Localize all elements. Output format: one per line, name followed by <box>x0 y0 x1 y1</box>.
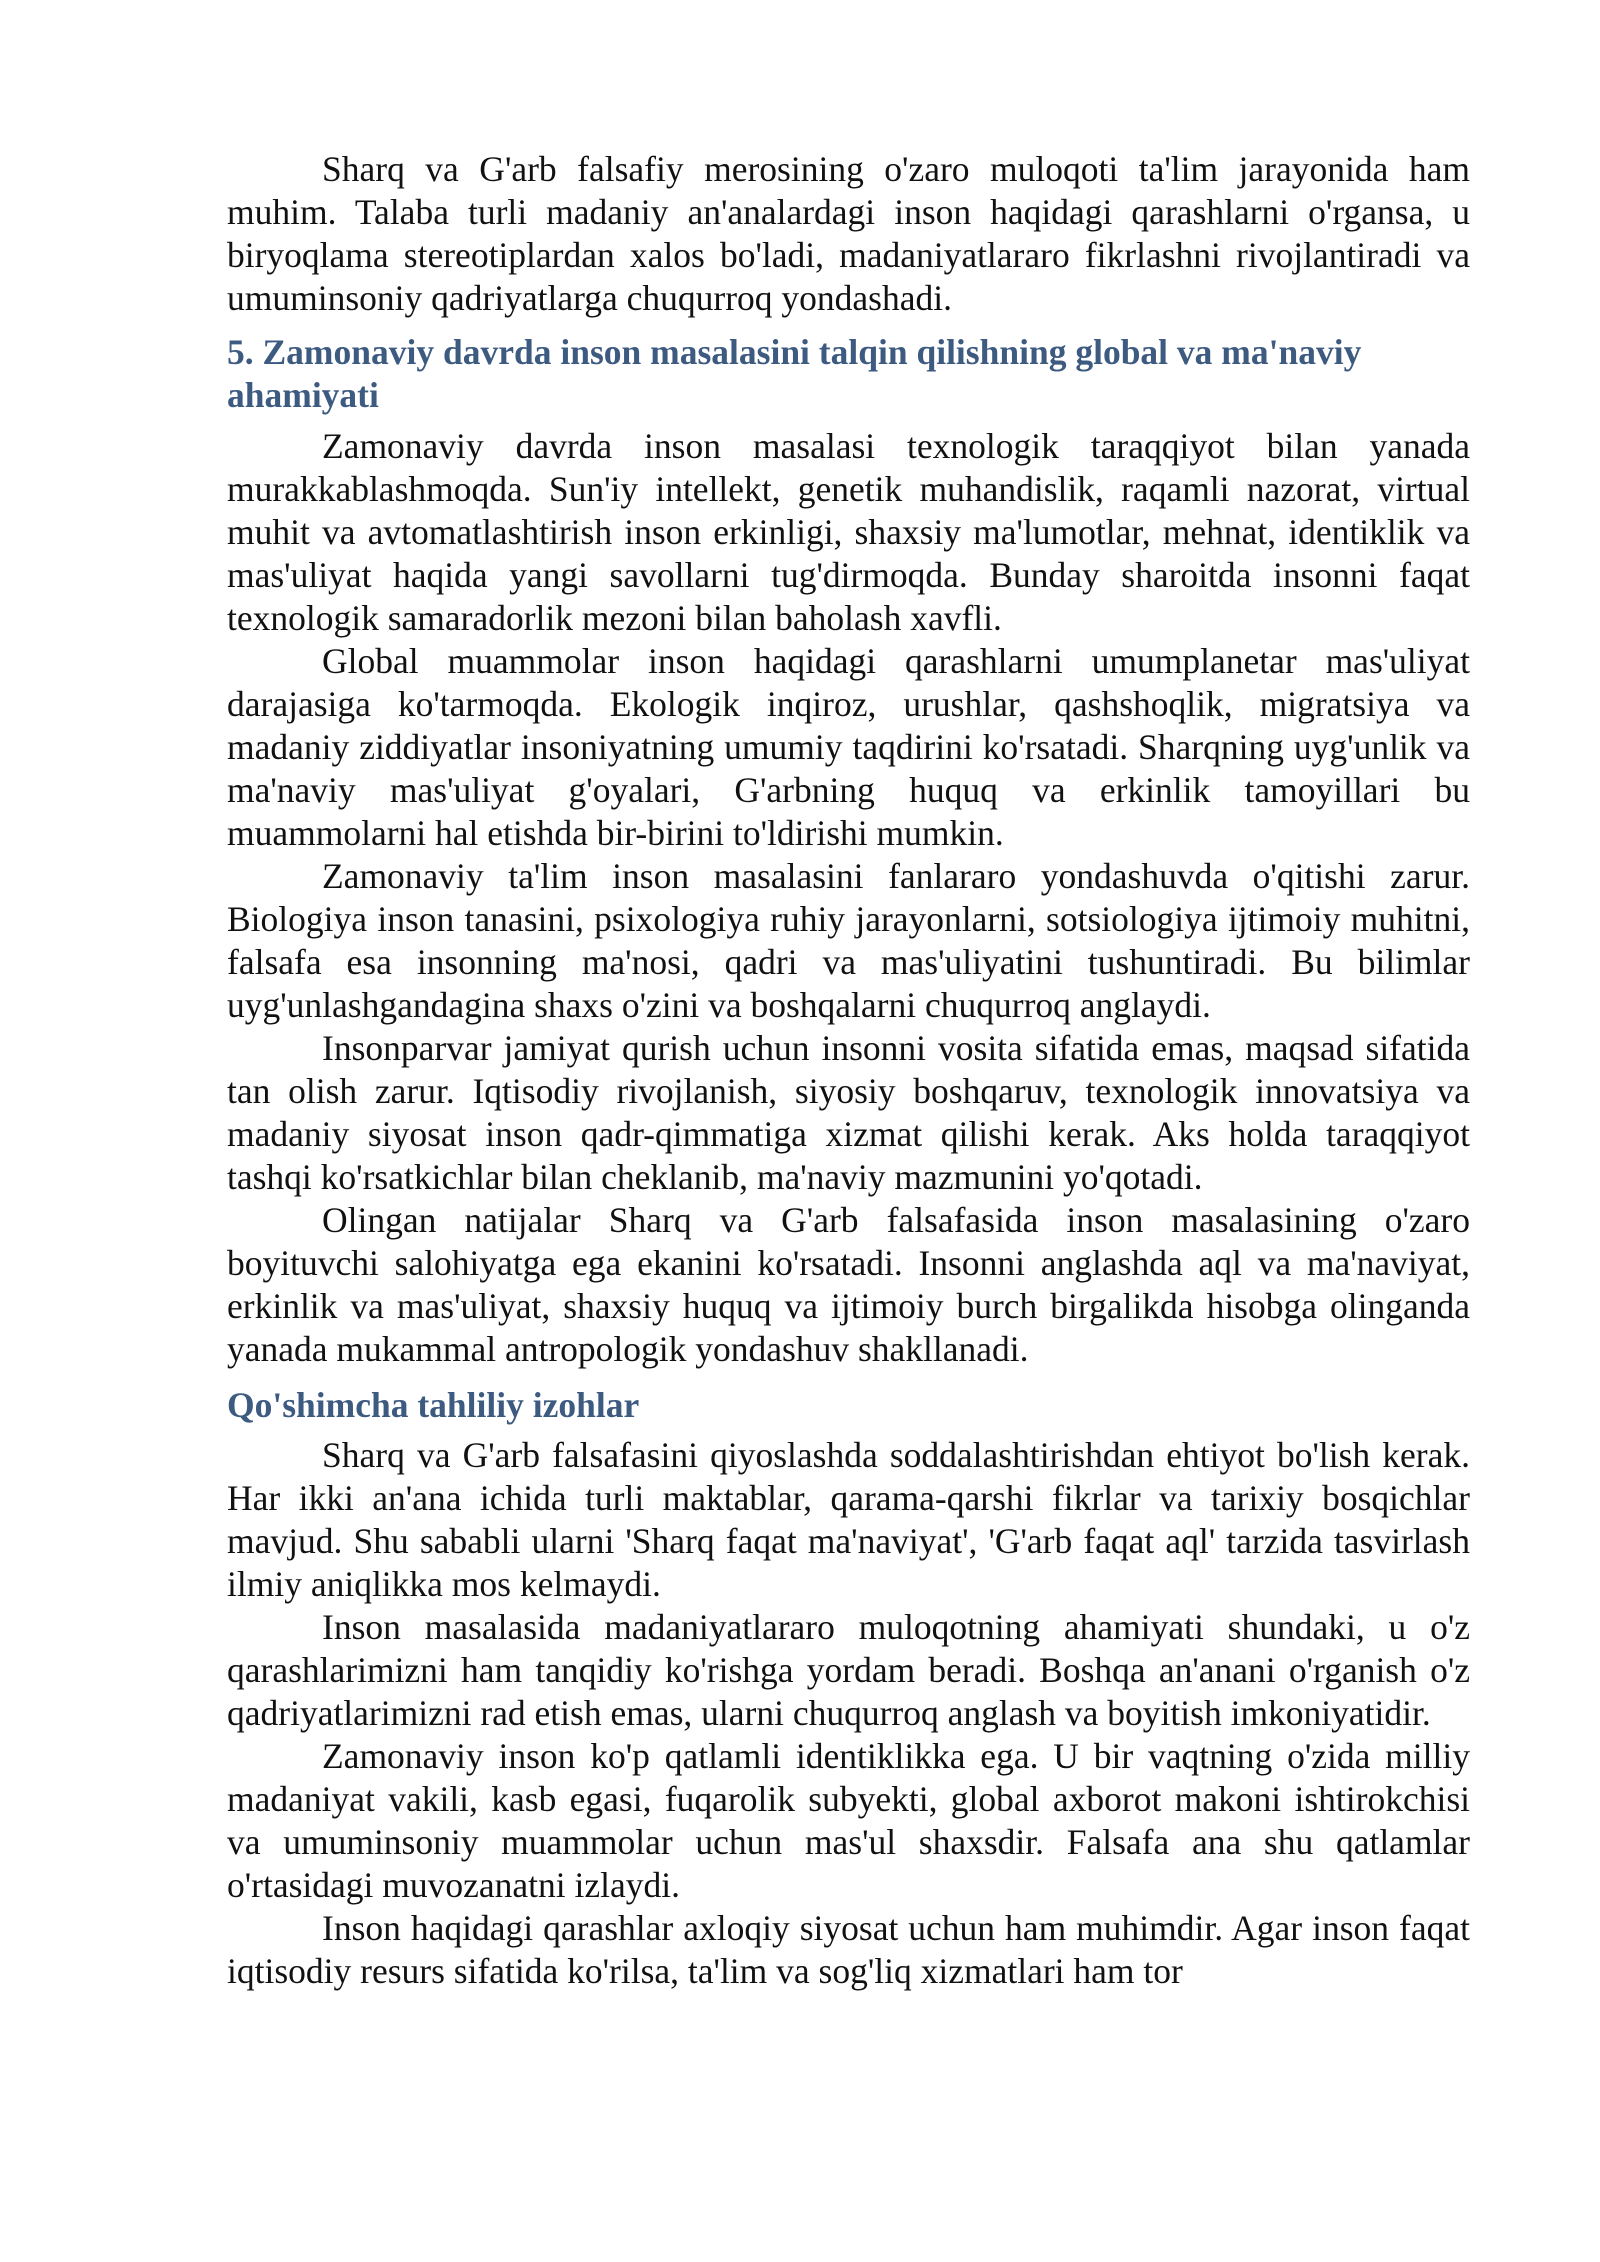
document-page <box>227 148 1470 1993</box>
paragraph-section5-4: Insonparvar jamiyat qurish uchun insonni vosita sifatida emas, maqsad sifatida tan olish zarur. Iqtisodiy rivojlanish, siyosiy boshqaruv, texnologik innovatsiya va madaniy siyosat inson qadr-qimmatiga xizmat qilishi kerak. Aks holda taraqqiyot tashqi ko'rsatkichlar bilan cheklanib, ma'naviy mazmunini yo'qotadi. <box>227 1028 1470 1197</box>
paragraph-notes-4: Inson haqidagi qarashlar axloqiy siyosat uchun ham muhimdir. Agar inson faqat iqtisodiy resurs sifatida ko'rilsa, ta'lim va sog'liq xizmatlari ham tor <box>227 1908 1470 1991</box>
paragraph-notes-3: Zamonaviy inson ko'p qatlamli identiklikka ega. U bir vaqtning o'zida milliy madaniyat vakili, kasb egasi, fuqarolik subyekti, global axborot makoni ishtirokchisi va umuminsoniy muammolar uchun mas'ul shaxsdir. Falsafa ana shu qatlamlar o'rtasidagi muvozanatni izlaydi. <box>227 1736 1470 1905</box>
paragraph-intro: Sharq va G'arb falsafiy merosining o'zaro muloqoti ta'lim jarayonida ham muhim. Talaba turli madaniy an'analardagi inson haqidagi qarashlarni o'rgansa, u biryoqlama stereotiplardan xalos bo'ladi, madaniyatlararo fikrlashni rivojlantiradi va umuminsoniy qadriyatlarga chuqurroq yondashadi. <box>227 149 1470 318</box>
paragraph-notes-2: Inson masalasida madaniyatlararo muloqotning ahamiyati shundaki, u o'z qarashlarimizni ham tanqidiy ko'rishga yordam beradi. Boshqa an'anani o'rganish o'z qadriyatlarimizni rad etish emas, ularni chuqurroq anglash va boyitish imkoniyatidir. <box>227 1607 1470 1733</box>
paragraph-section5-5: Olingan natijalar Sharq va G'arb falsafasida inson masalasining o'zaro boyituvchi salohiyatga ega ekanini ko'rsatadi. Insonni anglashda aql va ma'naviyat, erkinlik va mas'uliyat, shaxsiy huquq va ijtimoiy burch birgalikda hisobga olinganda yanada mukammal antropologik yondashuv shakllanadi. <box>227 1200 1470 1369</box>
section-heading-5: 5. Zamonaviy davrda inson masalasini talqin qilishning global va ma'naviy ahamiyati <box>227 332 1362 415</box>
paragraph-section5-1: Zamonaviy davrda inson masalasi texnologik taraqqiyot bilan yanada murakkablashmoqda. Sun'iy intellekt, genetik muhandislik, raqamli nazorat, virtual muhit va avtomatlashtirish inson erkinligi, shaxsiy ma'lumotlar, mehnat, identiklik va mas'uliyat haqida yangi savollarni tug'dirmoqda. Bunday sharoitda insonni faqat texnologik samaradorlik mezoni bilan baholash xavfli. <box>227 426 1470 638</box>
paragraph-section5-3: Zamonaviy ta'lim inson masalasini fanlararo yondashuvda o'qitishi zarur. Biologiya inson tanasini, psixologiya ruhiy jarayonlarni, sotsiologiya ijtimoiy muhitni, falsafa esa insonning ma'nosi, qadri va mas'uliyatini tushuntiradi. Bu bilimlar uyg'unlashgandagina shaxs o'zini va boshqalarni chuqurroq anglaydi. <box>227 856 1470 1025</box>
paragraph-notes-1: Sharq va G'arb falsafasini qiyoslashda soddalashtirishdan ehtiyot bo'lish kerak. Har ikki an'ana ichida turli maktablar, qarama-qarshi fikrlar va tarixiy bosqichlar mavjud. Shu sababli ularni 'Sharq faqat ma'naviyat', 'G'arb faqat aql' tarzida tasvirlash ilmiy aniqlikka mos kelmaydi. <box>227 1435 1470 1604</box>
section-heading-notes: Qo'shimcha tahliliy izohlar <box>227 1385 640 1425</box>
paragraph-section5-2: Global muammolar inson haqidagi qarashlarni umumplanetar mas'uliyat darajasiga ko'tarmoqda. Ekologik inqiroz, urushlar, qashshoqlik, migratsiya va madaniy ziddiyatlar insoniyatning umumiy taqdirini ko'rsatadi. Sharqning uyg'unlik va ma'naviy mas'uliyat g'oyalari, G'arbning huquq va erkinlik tamoyillari bu muammolarni hal etishda bir-birini to'ldirishi mumkin. <box>227 641 1470 853</box>
